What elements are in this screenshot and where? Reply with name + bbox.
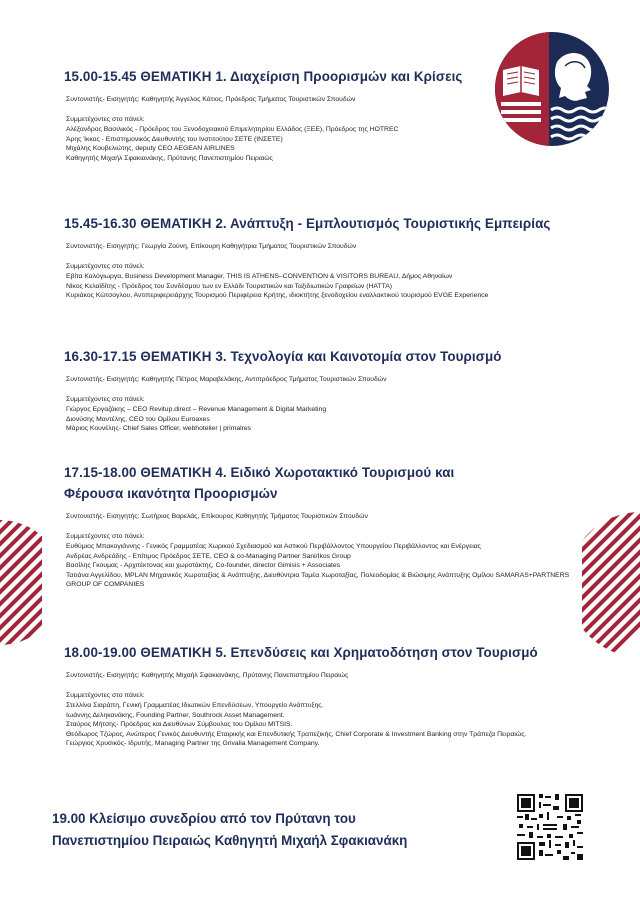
decorative-stripes-left [0, 520, 42, 645]
panel-member: Νίκος Κελαϊδίτης - Πρόεδρος του Συνδέσμου των εν Ελλάδι Τουριστικών και Ταξιδιωτικών Γραφείων (HATTA) [66, 282, 393, 290]
panel-member: Βασίλης Γκουμας - Αρχιτέκτονας και χωροτάκτης, Co-founder, director Gimisis + Associates [66, 562, 341, 569]
panel-member: Γιώργος Εργαζάκης – CEO Revitup.direct – Revenue Management & Digital Marketing [66, 406, 327, 413]
session-coordinator: Συντονιστής- Εισηγητής: Καθηγητής Άγγελος Κάτιος, Πρόεδρος Τμήματος Τουριστικών Σπουδών [66, 96, 356, 103]
session-coordinator: Συντονιστής- Εισηγητής: Καθηγητής Μιχαήλ Σφακιανάκης, Πρύτανης Πανεπιστημίου Πειραιώς [66, 672, 349, 679]
session-5 [52, 642, 620, 749]
panel-member: Ιωάννης Δεληκανάκης, Founding Partner, Southrock Asset Management. [66, 711, 285, 719]
panel-member: Μάριος Κουνέλης- Chief Sales Officer, webhotelier | primalres [66, 425, 252, 432]
panel-member: Ευθύμιος Μπακογιάννης - Γενικός Γραμματέας Χωρικού Σχεδιασμού και Αστικού Περιβάλλοντος Υπουργείου Περιβάλλοντος και Ενέργειας [66, 543, 481, 550]
panel-member: Άρης Ίκκος - Επιστημονικός Διευθυντής του Ινστιτούτου ΣΕΤΕ (ΙΝΣΕΤΕ) [66, 135, 283, 143]
session-coordinator: Συντονιστής- Εισηγητής: Καθηγητής Πέτρος Μαραβελάκης, Αντιπρόεδρος Τμήματος Τουριστικών Σπουδών [66, 376, 387, 383]
panel-label: Συμμετέχοντες στο πάνελ: [66, 692, 145, 699]
session-1 [52, 66, 490, 163]
panel-member: Γεώργιος Χρυσικός- Ιδρυτής, Managing Partner της Grivalia Management Company. [66, 740, 320, 747]
session-title: 16.30-17.15 ΘΕΜΑΤΙΚΗ 3. Τεχνολογία και Καινοτομία στον Τουρισμό [64, 349, 502, 364]
closing-line-2: Πανεπιστημίου Πειραιώς Καθηγητή Μιχαήλ Σφακιανάκη [52, 833, 408, 848]
panel-member: Ανδρέας Ανδρεάδης - Επίτιμος Πρόεδρος ΣΕΤΕ, CEO & co-Managing Partner Sani/Ikos Group [66, 552, 351, 560]
closing-statement [52, 808, 472, 852]
panel-member: Διονύσης Μαντέλης, CEO του Ομίλου Euroaxes [66, 415, 210, 423]
session-title: 17.15-18.00 ΘΕΜΑΤΙΚΗ 4. Ειδικό Χωροτακτικό Τουρισμού και Φέρουσα ικανότητα Προορισμών [64, 465, 455, 501]
qr-code-icon[interactable] [517, 794, 583, 860]
panel-label: Συμμετέχοντες στο πάνελ: [66, 533, 145, 540]
panel-member: Σταύρος Μήτσης- Πρόεδρος και Διευθύνων Σύμβουλος του Ομίλου MITSIS. [66, 721, 293, 728]
session-2 [52, 213, 620, 301]
session-coordinator: Συντονιστής- Εισηγητής: Σωτήριος Βαρελάς, Επίκουρος Καθηγητής Τμήματος Τουριστικών Σπουδών [66, 513, 368, 520]
panel-member: Αλέξανδρος Βασιλικός - Πρόεδρος του Ξενοδοχειακού Επιμελητηρίου Ελλάδος (ΞΕΕ), Πρόεδρος της HOTREC [66, 126, 399, 133]
panel-member: Εβίτα Καλόγιωργα, Business Development Manager, THIS IS ATHENS–CONVENTION & VISITORS BUREAU, Δήμος Αθηναίων [66, 273, 453, 280]
panel-label: Συμμετέχοντες στο πάνελ: [66, 263, 145, 270]
panel-member: Καθηγητής Μιχαήλ Σφακιανάκης, Πρύτανης Πανεπιστημίου Πειραιώς [66, 154, 273, 162]
university-emblem-icon [495, 32, 609, 146]
closing-line-1: 19.00 Κλείσιμο συνεδρίου από τον Πρύτανη του [52, 811, 356, 826]
panel-member: Θεόδωρος Τζώρος, Ανώτερος Γενικός Διευθυντής Εταιρικής και Επενδυτικής Τραπεζικής, Chief Corporate & Investment Banking στην Τράπεζα Πειραιώς. [66, 730, 527, 738]
panel-member: Μιχάλης Κουβελιώτης, deputy CEO AEGEAN AIRLINES [66, 145, 235, 152]
panel-label: Συμμετέχοντες στο πάνελ: [66, 396, 145, 403]
session-title: 15.00-15.45 ΘΕΜΑΤΙΚΗ 1. Διαχείριση Προορισμών και Κρίσεις [64, 69, 463, 84]
session-title: 15.45-16.30 ΘΕΜΑΤΙΚΗ 2. Ανάπτυξη - Εμπλουτισμός Τουριστικής Εμπειρίας [64, 216, 551, 231]
panel-member: Τατιάνα Αγγελίδου, MPLAN Μηχανικός Χωροταξίας & Ανάπτυξης, Διευθύντρια Τομέα Χωροταξίας, Πολεοδομίας & Βιώσιμης Ανάπτυξης Ομίλου SAMARAS+PARTNERS GROUP OF COMPANIES [66, 571, 570, 588]
panel-label: Συμμετέχοντες στο πάνελ: [66, 116, 145, 123]
decorative-stripes-right [582, 512, 640, 657]
session-3 [52, 346, 620, 434]
session-coordinator: Συντονιστής- Εισηγητής: Γεωργία Ζούνη, Επίκουρη Καθηγήτρια Τμήματος Τουριστικών Σπουδών [66, 243, 357, 250]
session-4 [52, 462, 570, 590]
session-title: 18.00-19.00 ΘΕΜΑΤΙΚΗ 5. Επενδύσεις και Χρηματοδότηση στον Τουρισμό [64, 645, 538, 660]
panel-member: Κυριάκος Κώτσογλου, Αντιπεριφερειάρχης Τουρισμού Περιφέρεια Κρήτης, ιδιοκτήτης ξενοδοχείου εναλλακτικού τουρισμού EVGE Experience [66, 292, 489, 299]
panel-member: Στελλίνα Σιαράπη, Γενική Γραμματέας Ιδιωτικών Επενδύσεων, Υπουργείο Ανάπτυξης. [66, 702, 324, 709]
